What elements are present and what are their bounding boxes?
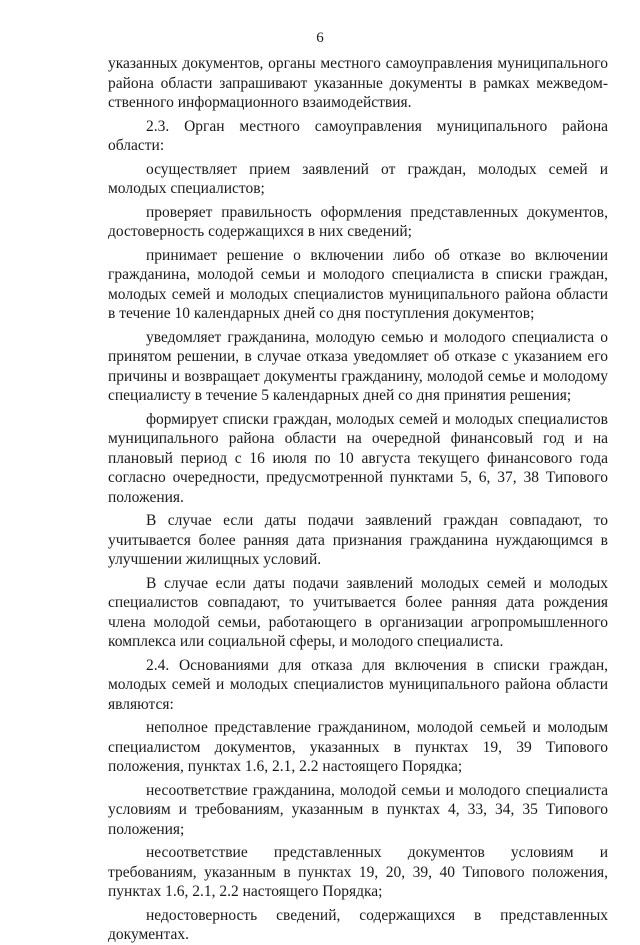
paragraph-nonconformity-conditions: несоответствие гражданина, молодой семьи и молодого специалиста условиям и требованиям, указанным в пунктах 4, 33, 34, 35 Типового положения;: [108, 781, 608, 838]
paragraph-section-2-4: 2.4. Основаниями для отказа для включения в списки граждан, молодых семей и молодых специалистов муниципального района области являются:: [108, 656, 608, 713]
paragraph-unreliable-info: недостоверность сведений, содержащихся в представленных документах.: [108, 906, 608, 943]
paragraph-checks-documents: проверяет правильность оформления представленных документов, достоверность содержащихся в них сведений;: [108, 203, 608, 240]
paragraph-forms-lists: формирует списки граждан, молодых семей и молодых специалистов муниципального района области на очередной финансовый год и на плановый период с 16 июля по 10 августа текущего финансового года согласно очередности, предусмотренной пунктами 5, 6, 37, 38 Типового положения.: [108, 410, 608, 506]
paragraph-makes-decision: принимает решение о включении либо об отказе во включении гражданина, молодой семьи и молодого специалиста в списки граждан, молодых семей и молодых специалистов муниципального района области в течение 10 календарных дней со дня поступления документов;: [108, 246, 608, 322]
paragraph-continuation: указанных документов, органы местного самоуправления муниципального района области запрашивают указанные документы в рамках межведомственного информационного взаимодействия.: [108, 55, 608, 111]
paragraph-section-2-3: 2.3. Орган местного самоуправления муниципального района области:: [108, 117, 608, 154]
paragraph-citizens-dates: В случае если даты подачи заявлений граждан совпадают, то учитывается более ранняя дата признания гражданина нуждающимся в улучшении жилищных условий.: [108, 512, 608, 568]
paragraph-incomplete-documents: неполное представление гражданином, молодой семьей и молодым специалистом документов, указанных в пунктах 19, 39 Типового положения, пунктах 1.6, 2.1, 2.2 настоящего Порядка;: [108, 719, 608, 775]
paragraph-accepts-applications: осуществляет прием заявлений от граждан, молодых семей и молодых специалистов;: [108, 160, 608, 197]
paragraph-notifies: уведомляет гражданина, молодую семью и молодого специалиста о принятом решении, в случае отказа уведомляет об отказе с указанием его причины и возвращает документы гражданину, молодой семье и молодому специалисту в течение 5 календарных дней со дня принятия решения;: [108, 328, 608, 404]
paragraph-nonconformity-documents: несоответствие представленных документов условиям и требованиям, указанным в пунктах 19, 20, 39, 40 Типового положения, пунктах 1.6, 2.1, 2.2 настоящего Порядка;: [108, 844, 608, 900]
paragraph-families-dates: В случае если даты подачи заявлений молодых семей и молодых специалистов совпадают, то учитывается более ранняя дата рождения члена молодой семьи, работающего в организации агропромышленного комплекса или социальной сферы, и молодого специалиста.: [108, 574, 608, 650]
page-number: 6: [316, 30, 324, 46]
document-body: [108, 54, 608, 945]
